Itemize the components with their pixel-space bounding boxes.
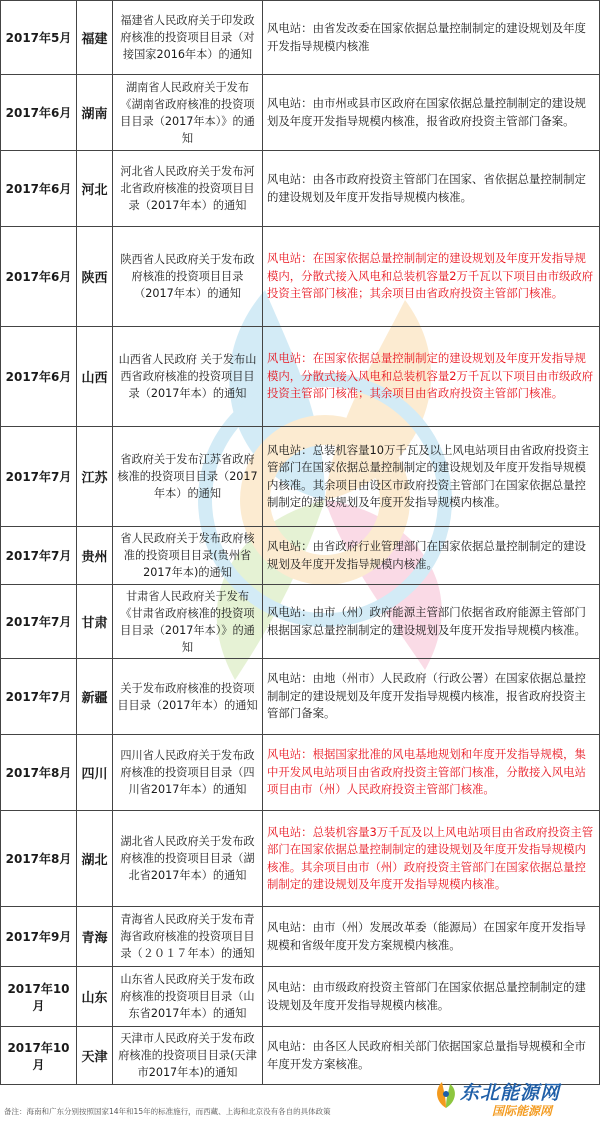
province-cell: 山东 [77,967,113,1027]
table-row [1,427,600,527]
document-title-cell: 陕西省人民政府关于发布政府核准的投资项目目录（2017年本）的通知 [113,227,263,327]
document-title-cell: 福建省人民政府关于印发政府核准的投资项目目录（对接国家2016年本）的通知 [113,1,263,75]
document-title-cell: 河北省人民政府关于发布河北省政府核准的投资项目目录（2017年本）的通知 [113,151,263,227]
wind-power-rule-cell: 风电站：总装机容量3万千瓦及以上风电站项目由省政府投资主管部门在国家依据总量控制制定的建设规划及年度开发指导规模内核准。其余项目由市（州）政府投资主管部门在国家依据总量控制制定的建设规划及年度开发指导规模内核准。 [263,811,600,907]
site-logo [432,1072,600,1118]
table-row [1,327,600,427]
province-cell: 天津 [77,1027,113,1085]
table-row [1,735,600,811]
wind-power-rule-cell: 风电站：由市（州）政府能源主管部门依据省政府能源主管部门根据国家总量控制制定的建设规划及年度开发指导规模内核准。 [263,585,600,659]
province-cell: 湖北 [77,811,113,907]
policy-table-body [1,1,600,1085]
document-title-cell: 关于发布政府核准的投资项目目录（2017年本）的通知 [113,659,263,735]
wind-power-rule-cell: 风电站：在国家依据总量控制制定的建设规划及年度开发指导规模内，分散式接入风电和总装机容量2万千瓦以下项目由市级政府投资主管部门核准；其余项目由省政府投资主管部门核准。 [263,327,600,427]
province-cell: 新疆 [77,659,113,735]
date-cell: 2017年10月 [1,967,77,1027]
wind-power-rule-cell: 风电站：总装机容量10万千瓦及以上风电站项目由省政府投资主管部门在国家依据总量控制制定的建设规划及年度开发指导规模内核准。其余项目由设区市政府投资主管部门在国家依据总量控制制定的建设规划及年度开发指导规模内核准。 [263,427,600,527]
document-title-cell: 青海省人民政府关于发布青海省政府核准的投资项目目录（２０１７年本）的通知 [113,907,263,967]
province-cell: 江苏 [77,427,113,527]
date-cell: 2017年7月 [1,659,77,735]
document-title-cell: 四川省人民政府关于发布政府核准的投资项目目录（四川省2017年本）的通知 [113,735,263,811]
table-row [1,811,600,907]
table-row [1,1,600,75]
date-cell: 2017年8月 [1,735,77,811]
table-row [1,227,600,327]
wind-power-rule-cell: 风电站：由地（州市）人民政府（行政公署）在国家依据总量控制制定的建设规划及年度开发指导规模内核准，报省政府投资主管部门备案。 [263,659,600,735]
date-cell: 2017年7月 [1,427,77,527]
date-cell: 2017年7月 [1,585,77,659]
table-row [1,659,600,735]
date-cell: 2017年9月 [1,907,77,967]
province-cell: 四川 [77,735,113,811]
document-title-cell: 山东省人民政府关于发布政府核准的投资项目目录（山东省2017年本）的通知 [113,967,263,1027]
date-cell: 2017年8月 [1,811,77,907]
document-title-cell: 天津市人民政府关于发布政府核准的投资项目目录(天津市2017年本)的通知 [113,1027,263,1085]
province-cell: 青海 [77,907,113,967]
wind-power-rule-cell: 风电站：由各市政府投资主管部门在国家、省依据总量控制制定的建设规划及年度开发指导规模内核准。 [263,151,600,227]
document-title-cell: 湖北省人民政府关于发布政府核准的投资项目目录（湖北省2017年本）的通知 [113,811,263,907]
date-cell: 2017年5月 [1,1,77,75]
province-cell: 陕西 [77,227,113,327]
date-cell: 2017年6月 [1,327,77,427]
leaf-logo-icon [432,1078,460,1112]
date-cell: 2017年6月 [1,151,77,227]
province-cell: 贵州 [77,527,113,585]
document-title-cell: 甘肃省人民政府关于发布《甘肃省政府核准的投资项目目录（2017年本）》的通知 [113,585,263,659]
province-cell: 湖南 [77,75,113,151]
table-row [1,585,600,659]
logo-subtitle: 国际能源网 [492,1104,553,1118]
document-title-cell: 省政府关于发布江苏省政府核准的投资项目目录（2017年本）的通知 [113,427,263,527]
logo-title: 东北能源网 [460,1082,561,1104]
table-row [1,967,600,1027]
date-cell: 2017年6月 [1,75,77,151]
date-cell: 2017年10月 [1,1027,77,1085]
date-cell: 2017年7月 [1,527,77,585]
document-title-cell: 湖南省人民政府关于发布《湖南省政府核准的投资项目目录（2017年本）》的通知 [113,75,263,151]
wind-power-rule-cell: 风电站：根据国家批准的风电基地规划和年度开发指导规模，集中开发风电站项目由省政府投资主管部门核准，分散接入风电站项目由市（州）人民政府投资主管部门核准。 [263,735,600,811]
wind-power-rule-cell: 风电站：由省政府行业管理部门在国家依据总量控制制定的建设规划及年度开发指导规模内核准。 [263,527,600,585]
table-row [1,151,600,227]
footer-note: 备注：海南和广东分别按照国家14年和15年的标准施行，而西藏、上海和北京没有各自的具体政策 [4,1107,331,1116]
province-cell: 河北 [77,151,113,227]
province-cell: 福建 [77,1,113,75]
table-row [1,527,600,585]
wind-power-rule-cell: 风电站：由各区人民政府相关部门依据国家总量指导规模和全市年度开发方案核准。 [263,1027,600,1085]
document-title-cell: 省人民政府关于发布政府核准的投资项目目录(贵州省2017年本)的通知 [113,527,263,585]
date-cell: 2017年6月 [1,227,77,327]
wind-power-rule-cell: 风电站：由市级政府投资主管部门在国家依据总量控制制定的建设规划及年度开发指导规模内核准。 [263,967,600,1027]
wind-power-rule-cell: 风电站：由省发改委在国家依据总量控制制定的建设规划及年度开发指导规模内核准 [263,1,600,75]
table-row [1,907,600,967]
province-cell: 山西 [77,327,113,427]
wind-power-rule-cell: 风电站：在国家依据总量控制制定的建设规划及年度开发指导规模内，分散式接入风电和总装机容量2万千瓦以下项目由市级政府投资主管部门核准；其余项目由省政府投资主管部门核准。 [263,227,600,327]
table-row [1,75,600,151]
province-cell: 甘肃 [77,585,113,659]
wind-power-rule-cell: 风电站：由市州或县市区政府在国家依据总量控制制定的建设规划及年度开发指导规模内核准，报省政府投资主管部门备案。 [263,75,600,151]
document-title-cell: 山西省人民政府 关于发布山西省政府核准的投资项目目录（2017年本）的通知 [113,327,263,427]
wind-power-rule-cell: 风电站：由市（州）发展改革委（能源局）在国家年度开发指导规模和省级年度开发方案规模内核准。 [263,907,600,967]
